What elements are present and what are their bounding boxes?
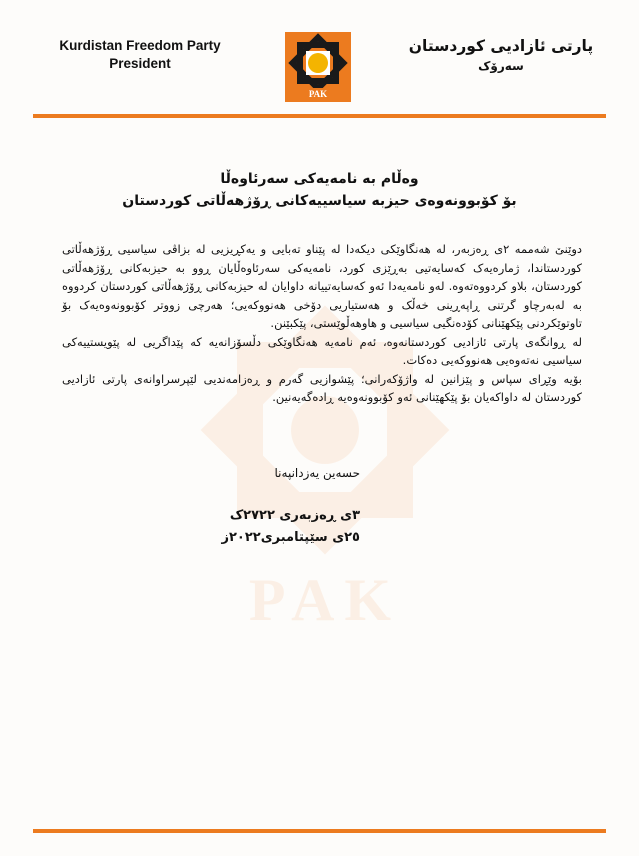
letter-subtitle: بۆ کۆبوونەوەی حیزبە سیاسییەکانی ڕۆژهەڵاتی کوردستان xyxy=(122,193,517,209)
pak-logo xyxy=(277,28,359,110)
footer-divider xyxy=(33,829,606,833)
body-paragraph: دوێنێ شەممە ٢ی ڕەزبەر، لە هەنگاوێکی دیکەدا لە پێناو تەبایی و یەکڕیزیی لە بزاڤی سیاسیی ڕۆژهەڵاتی کوردستاندا، ژمارەیەک کەسایەتیی بەڕێزی کورد، نامەیەکی سەرئاوەڵایان ڕوو بە حیزبەکانی ڕۆژهەڵاتی کوردستان، بلاو کردووەتەوە. لەو نامەیەدا ئەو کەسایەتییانە داوایان لە حیزبەکانی ڕۆژهەڵاتی کوردستان کردووە بە لەبەرچاو گرتنی ڕاپەڕینی خەڵک و هەستیاریی دۆخی هەنووکەیی؛ هەرچی زووتر کۆبوونەوەیەک بۆ تاوتوێکردنی پێکهێنانی کۆدەنگیی سیاسیی و هاوهەڵوێستی، پێکبێنن. xyxy=(62,242,582,330)
header-divider xyxy=(33,114,606,118)
header-kurdish xyxy=(401,35,601,75)
body-paragraph: بۆیە وێڕای سپاس و پێزانین لە واژۆکەرانی؛ پێشوازیی گەرم و ڕەزامەندیی لێپرسراوانەی پارتی ئازادیی کوردستان لە داواکەیان بۆ پێکهێنانی ئەو کۆبوونەوەیە ڕادەگەیەنین. xyxy=(62,371,582,404)
logo-emblem xyxy=(293,38,344,89)
sun-icon xyxy=(308,53,328,73)
org-name-ku: پارتی ئازادیی کوردستان xyxy=(408,37,594,55)
role-ku: سەرۆک xyxy=(478,59,524,73)
logo-text: PAK xyxy=(308,89,328,99)
body-paragraph: لە ڕوانگەی پارتی ئازادیی کوردستانەوە، ئەم نامەیە هەنگاوێکی دڵسۆزانەیە کە پێداگریی لە پێویستییەکی سیاسیی نەتەوەیی هەنووکەیی دەکات. xyxy=(62,334,582,367)
date-gregorian: ٢٥ی سێپتامبری٢٠٢٢ز xyxy=(221,530,360,545)
header-english xyxy=(40,37,240,73)
signatory-name: حسەین یەزدانپەنا xyxy=(274,466,360,480)
letter-title: وەڵام بە نامەیەکی سەرئاوەڵا xyxy=(220,171,419,187)
date-kurdish: ٣ی ڕەزبەری ٢٧٢٢ک xyxy=(229,508,360,523)
watermark-text: PAK xyxy=(248,567,402,633)
letter-body xyxy=(62,240,582,407)
org-name-en: Kurdistan Freedom Party xyxy=(59,38,221,53)
role-en: President xyxy=(109,56,171,71)
